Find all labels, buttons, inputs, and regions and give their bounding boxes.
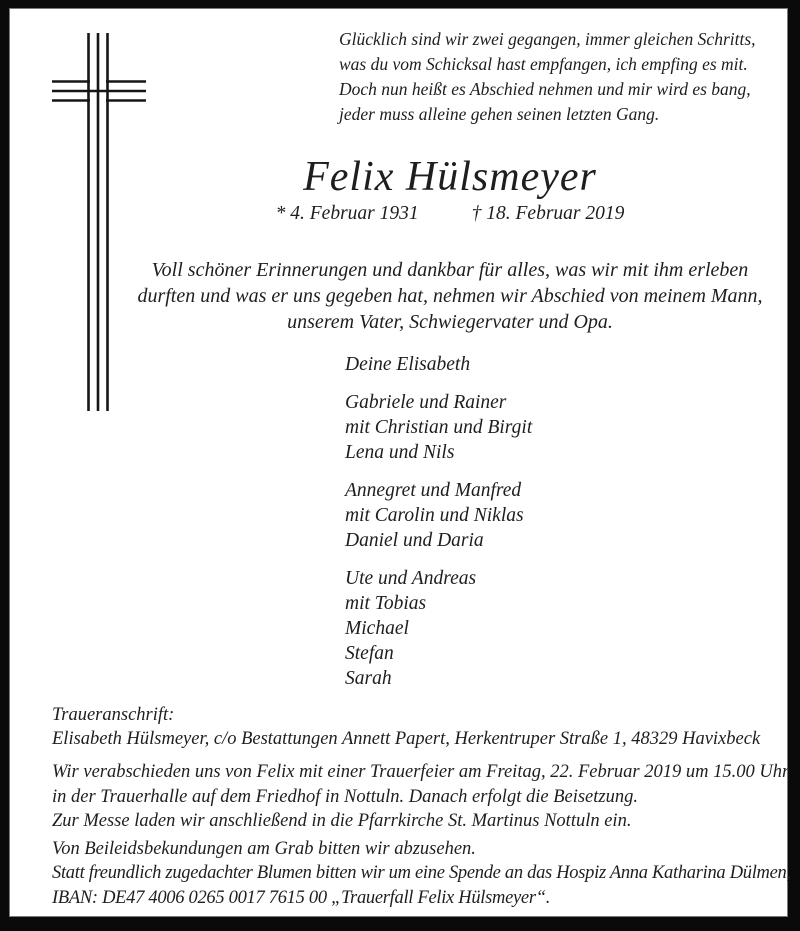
poem-line: jeder muss alleine gehen seinen letzten Gang.	[339, 104, 660, 124]
deceased-name-block	[100, 153, 800, 201]
poem-line: was du vom Schicksal hast empfangen, ich empfing es mit.	[339, 54, 748, 74]
mourner-group	[345, 390, 532, 465]
funeral-notice	[52, 760, 789, 810]
mourner-line: Daniel und Daria	[345, 530, 484, 551]
mourner-line: mit Christian und Birgit	[345, 417, 533, 438]
farewell-line: unserem Vater, Schwiegervater und Opa.	[287, 311, 613, 333]
mourners-list	[345, 352, 532, 704]
mass-notice	[52, 809, 631, 834]
farewell-text	[125, 257, 775, 335]
notice-line: Wir verabschieden uns von Felix mit einer Trauerfeier am Freitag, 22. Februar 2019 um 15.00 Uhr	[52, 762, 790, 782]
poem-line: Glücklich sind wir zwei gegangen, immer gleichen Schritts,	[339, 29, 756, 49]
mourner-group	[345, 478, 532, 553]
notice-line: in der Trauerhalle auf dem Friedhof in Nottuln. Danach erfolgt die Beisetzung.	[52, 787, 638, 807]
mourner-line: Stefan	[345, 643, 394, 664]
mourner-line: Ute und Andreas	[345, 568, 477, 589]
mourner-line: Gabriele und Rainer	[345, 392, 507, 413]
notice-line: IBAN: DE47 4006 0265 0017 7615 00 „Trauerfall Felix Hülsmeyer“.	[52, 888, 551, 908]
mourner-line: Annegret und Manfred	[345, 480, 522, 501]
mourner-group	[345, 566, 532, 691]
donation-notice	[52, 861, 791, 911]
mourning-address: Elisabeth Hülsmeyer, c/o Bestattungen Annett Papert, Herkentruper Straße 1, 48329 Havixbeck	[52, 729, 761, 749]
notice-line: Statt freundlich zugedachter Blumen bitten wir um eine Spende an das Hospiz Anna Katharina Dülmen,	[52, 863, 791, 883]
mourning-address-label: Traueranschrift:	[52, 705, 175, 725]
mourner-line: Sarah	[345, 668, 392, 689]
poem	[339, 27, 756, 127]
mourner-line: Deine Elisabeth	[345, 354, 471, 375]
mourner-line: mit Carolin und Niklas	[345, 505, 524, 526]
farewell-line: Voll schöner Erinnerungen und dankbar für alles, was wir mit ihm erleben	[151, 259, 749, 281]
life-dates	[100, 203, 800, 225]
mourner-line: Michael	[345, 618, 409, 639]
poem-line: Doch nun heißt es Abschied nehmen und mir wird es bang,	[339, 79, 751, 99]
mourner-line: mit Tobias	[345, 593, 427, 614]
death-date: † 18. Februar 2019	[471, 203, 625, 224]
birth-date: * 4. Februar 1931	[275, 203, 419, 224]
mourner-group	[345, 352, 532, 377]
farewell-line: durften und was er uns gegeben hat, nehmen wir Abschied von meinem Mann,	[137, 285, 763, 307]
notice-line: Von Beileidsbekundungen am Grab bitten wir abzusehen.	[52, 839, 476, 859]
notice-line: Zur Messe laden wir anschließend in die Pfarrkirche St. Martinus Nottuln ein.	[52, 811, 632, 831]
mourning-address-block	[52, 703, 760, 751]
deceased-name: Felix Hülsmeyer	[303, 154, 597, 200]
mourner-line: Lena und Nils	[345, 442, 455, 463]
condolence-notice	[52, 837, 476, 862]
